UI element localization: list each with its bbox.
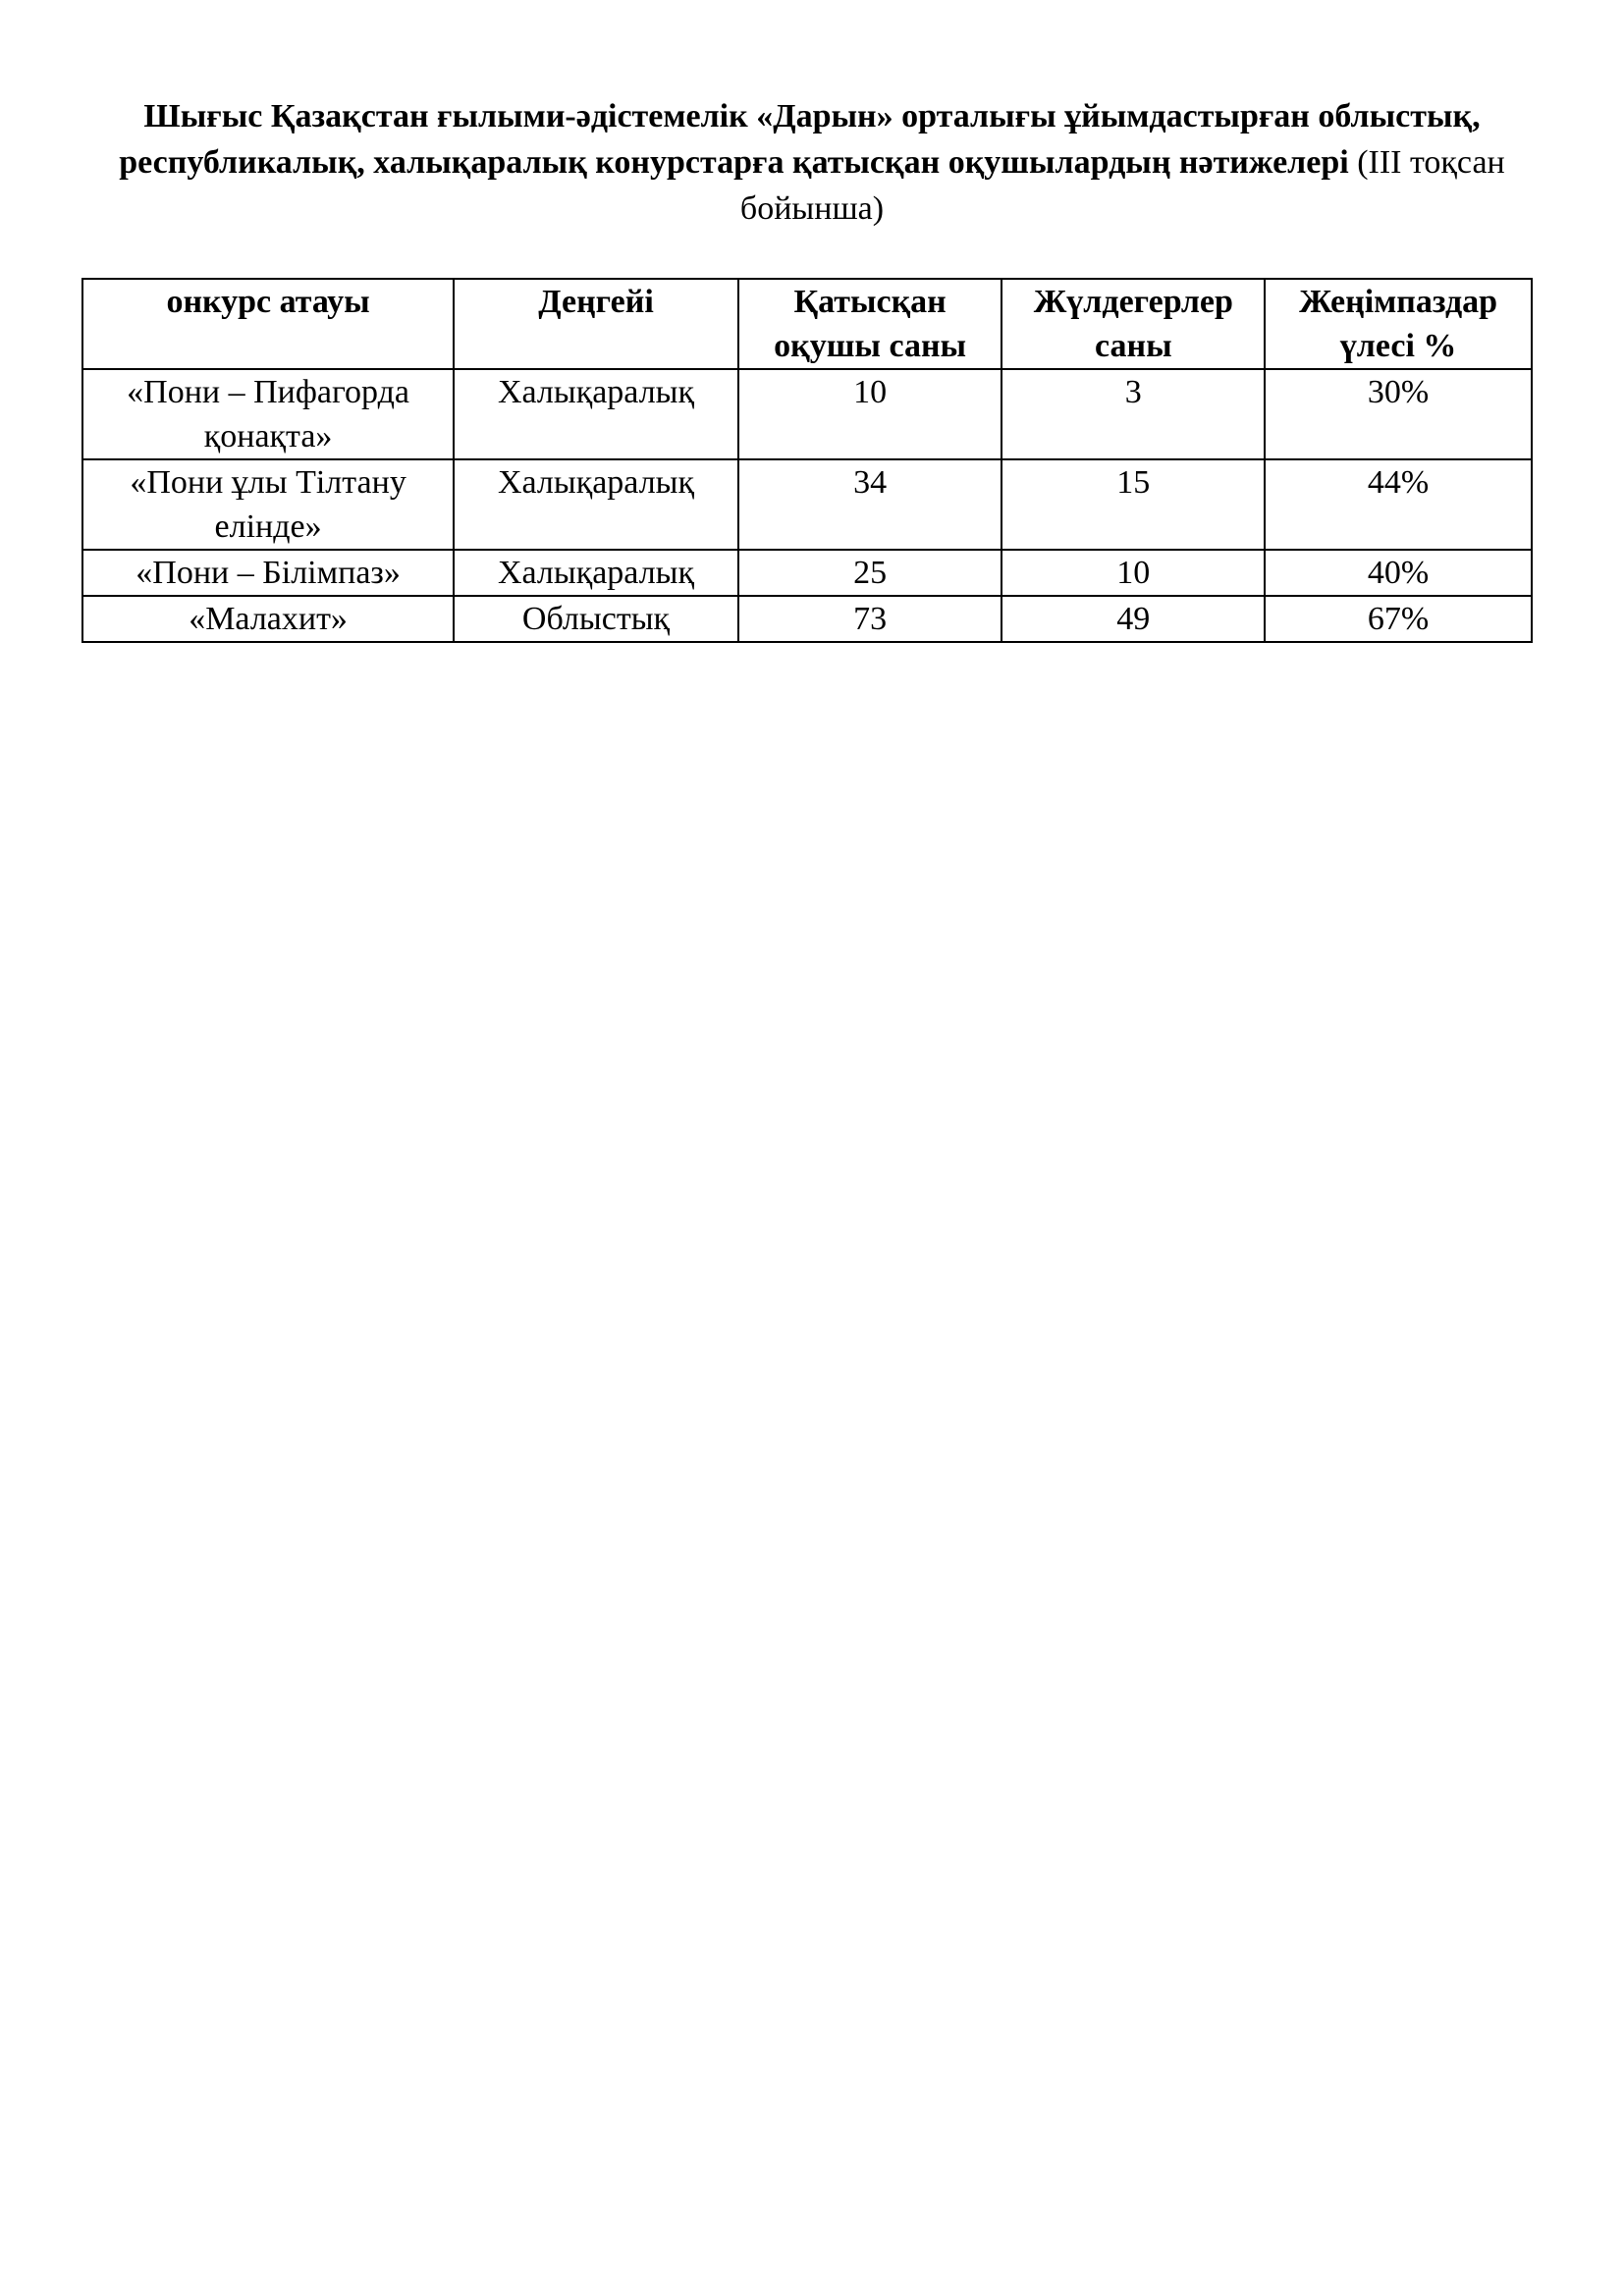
title-period: (ІІІ тоқсан бойынша) bbox=[739, 144, 1505, 227]
cell-level: Халықаралық bbox=[454, 459, 738, 550]
table-header-row bbox=[82, 279, 1532, 369]
cell-participants: 73 bbox=[738, 596, 1002, 642]
table-row bbox=[82, 596, 1532, 642]
cell-contest-name: «Пони – Білімпаз» bbox=[82, 550, 454, 596]
cell-level: Халықаралық bbox=[454, 550, 738, 596]
cell-level: Облыстық bbox=[454, 596, 738, 642]
cell-prize-winners: 49 bbox=[1001, 596, 1265, 642]
cell-participants: 10 bbox=[738, 369, 1002, 459]
header-participants: Қатысқан оқушы саны bbox=[738, 279, 1002, 369]
cell-winner-share: 40% bbox=[1265, 550, 1532, 596]
header-winner-share: Жеңімпаздар үлесі % bbox=[1265, 279, 1532, 369]
header-contest-name: онкурс атауы bbox=[82, 279, 454, 369]
cell-participants: 25 bbox=[738, 550, 1002, 596]
table-row bbox=[82, 459, 1532, 550]
cell-prize-winners: 3 bbox=[1001, 369, 1265, 459]
cell-winner-share: 30% bbox=[1265, 369, 1532, 459]
cell-winner-share: 67% bbox=[1265, 596, 1532, 642]
header-level: Деңгейі bbox=[454, 279, 738, 369]
cell-winner-share: 44% bbox=[1265, 459, 1532, 550]
table-row bbox=[82, 550, 1532, 596]
cell-participants: 34 bbox=[738, 459, 1002, 550]
cell-prize-winners: 10 bbox=[1001, 550, 1265, 596]
table-row bbox=[82, 369, 1532, 459]
cell-prize-winners: 15 bbox=[1001, 459, 1265, 550]
cell-contest-name: «Пони ұлы Тілтану елінде» bbox=[82, 459, 454, 550]
cell-contest-name: «Малахит» bbox=[82, 596, 454, 642]
cell-level: Халықаралық bbox=[454, 369, 738, 459]
cell-contest-name: «Пони – Пифагорда қонақта» bbox=[82, 369, 454, 459]
header-prize-winners: Жүлдегерлер саны bbox=[1001, 279, 1265, 369]
document-title bbox=[59, 93, 1565, 232]
results-table bbox=[81, 278, 1533, 643]
title-main: Шығыс Қазақстан ғылыми-әдістемелік «Дарын» орталығы ұйымдастырған облыстық, республикалық, халықаралық конурстарға қатысқан оқушылардың нәтижелері bbox=[119, 98, 1481, 181]
